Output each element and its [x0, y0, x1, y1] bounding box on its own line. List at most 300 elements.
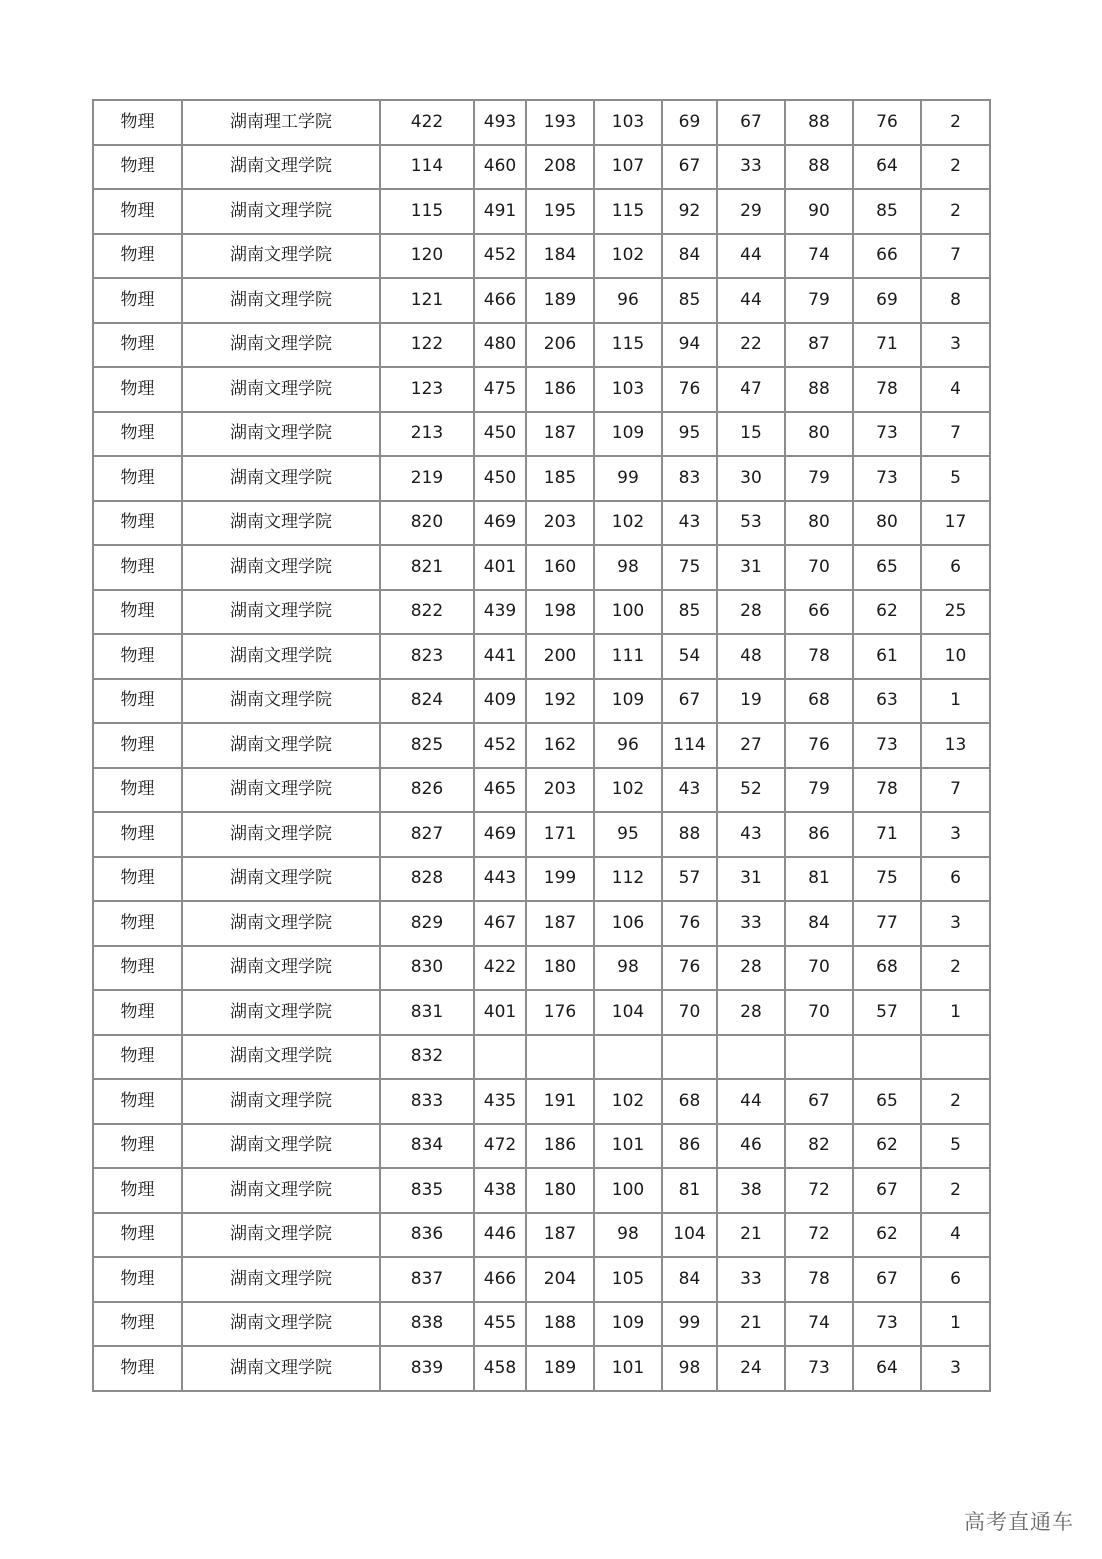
cell-c8: 30 [717, 456, 785, 501]
table-row [93, 679, 990, 724]
cell-school: 湖南文理学院 [182, 456, 380, 501]
cell-c6: 98 [594, 545, 662, 590]
cell-c10: 73 [853, 723, 921, 768]
table-row [93, 501, 990, 546]
cell-c8: 33 [717, 901, 785, 946]
cell-c6: 115 [594, 323, 662, 368]
cell-c4: 450 [474, 412, 526, 457]
cell-c9: 67 [785, 1079, 853, 1124]
cell-c5: 206 [526, 323, 594, 368]
cell-c9: 80 [785, 501, 853, 546]
cell-c9: 78 [785, 634, 853, 679]
cell-c10: 68 [853, 946, 921, 991]
cell-code: 834 [380, 1124, 474, 1169]
cell-c6: 112 [594, 857, 662, 902]
cell-c6: 96 [594, 723, 662, 768]
cell-c9 [785, 1035, 853, 1080]
cell-school: 湖南文理学院 [182, 590, 380, 635]
cell-c4: 452 [474, 723, 526, 768]
cell-c11: 3 [921, 901, 990, 946]
cell-c7: 83 [662, 456, 717, 501]
cell-school: 湖南文理学院 [182, 412, 380, 457]
cell-school: 湖南文理学院 [182, 545, 380, 590]
cell-c6: 102 [594, 768, 662, 813]
cell-c8: 28 [717, 946, 785, 991]
cell-c6: 103 [594, 100, 662, 145]
cell-c10: 63 [853, 679, 921, 724]
cell-c10: 62 [853, 1124, 921, 1169]
cell-c7: 94 [662, 323, 717, 368]
cell-c5: 204 [526, 1257, 594, 1302]
cell-c5: 188 [526, 1302, 594, 1347]
cell-c9: 79 [785, 768, 853, 813]
table-row [93, 1302, 990, 1347]
cell-subject: 物理 [93, 812, 182, 857]
cell-c5: 187 [526, 901, 594, 946]
cell-school: 湖南文理学院 [182, 1257, 380, 1302]
cell-c10: 76 [853, 100, 921, 145]
cell-c7: 85 [662, 590, 717, 635]
cell-c11: 6 [921, 857, 990, 902]
cell-c11: 3 [921, 323, 990, 368]
cell-c10: 85 [853, 189, 921, 234]
cell-c4: 401 [474, 545, 526, 590]
cell-code: 832 [380, 1035, 474, 1080]
cell-c9: 82 [785, 1124, 853, 1169]
cell-c5: 203 [526, 501, 594, 546]
cell-c9: 73 [785, 1346, 853, 1391]
cell-subject: 物理 [93, 1346, 182, 1391]
cell-school: 湖南文理学院 [182, 278, 380, 323]
cell-c4: 458 [474, 1346, 526, 1391]
cell-c5: 208 [526, 145, 594, 190]
cell-school: 湖南文理学院 [182, 946, 380, 991]
cell-c10: 66 [853, 234, 921, 279]
cell-c11: 2 [921, 189, 990, 234]
cell-c9: 88 [785, 145, 853, 190]
cell-c5: 186 [526, 367, 594, 412]
cell-c11: 4 [921, 1213, 990, 1258]
table-row [93, 1168, 990, 1213]
cell-c6: 101 [594, 1124, 662, 1169]
cell-c8 [717, 1035, 785, 1080]
cell-c4: 435 [474, 1079, 526, 1124]
cell-c4: 475 [474, 367, 526, 412]
cell-c4: 441 [474, 634, 526, 679]
cell-c10: 65 [853, 1079, 921, 1124]
cell-c6: 98 [594, 1213, 662, 1258]
cell-c11: 13 [921, 723, 990, 768]
cell-c8: 67 [717, 100, 785, 145]
cell-c6: 99 [594, 456, 662, 501]
cell-c6: 107 [594, 145, 662, 190]
table-row [93, 323, 990, 368]
cell-school: 湖南文理学院 [182, 901, 380, 946]
cell-c5: 189 [526, 278, 594, 323]
cell-subject: 物理 [93, 768, 182, 813]
cell-code: 831 [380, 990, 474, 1035]
cell-c10: 71 [853, 812, 921, 857]
cell-c5: 185 [526, 456, 594, 501]
cell-c8: 52 [717, 768, 785, 813]
cell-c4: 446 [474, 1213, 526, 1258]
cell-c9: 79 [785, 456, 853, 501]
cell-c10: 73 [853, 456, 921, 501]
cell-code: 827 [380, 812, 474, 857]
cell-school: 湖南文理学院 [182, 812, 380, 857]
cell-c9: 76 [785, 723, 853, 768]
cell-c6: 98 [594, 946, 662, 991]
cell-c5: 192 [526, 679, 594, 724]
cell-school: 湖南文理学院 [182, 145, 380, 190]
table-row [93, 145, 990, 190]
cell-c10: 77 [853, 901, 921, 946]
cell-subject: 物理 [93, 100, 182, 145]
cell-c8: 33 [717, 145, 785, 190]
cell-school: 湖南文理学院 [182, 990, 380, 1035]
cell-c6: 109 [594, 1302, 662, 1347]
cell-c8: 31 [717, 857, 785, 902]
table-row [93, 367, 990, 412]
cell-c11: 3 [921, 812, 990, 857]
cell-c6: 102 [594, 1079, 662, 1124]
cell-c8: 29 [717, 189, 785, 234]
cell-subject: 物理 [93, 278, 182, 323]
cell-c5: 162 [526, 723, 594, 768]
cell-code: 839 [380, 1346, 474, 1391]
cell-c8: 44 [717, 278, 785, 323]
cell-c4: 438 [474, 1168, 526, 1213]
cell-subject: 物理 [93, 1302, 182, 1347]
cell-c10: 67 [853, 1257, 921, 1302]
cell-c8: 53 [717, 501, 785, 546]
table-row [93, 545, 990, 590]
cell-c10: 57 [853, 990, 921, 1035]
table-row [93, 234, 990, 279]
table-row [93, 1079, 990, 1124]
cell-c4: 439 [474, 590, 526, 635]
table-row [93, 634, 990, 679]
cell-c4: 455 [474, 1302, 526, 1347]
cell-c7: 114 [662, 723, 717, 768]
cell-c8: 21 [717, 1302, 785, 1347]
cell-c11: 2 [921, 1168, 990, 1213]
cell-c10: 73 [853, 412, 921, 457]
cell-code: 825 [380, 723, 474, 768]
cell-c6: 102 [594, 501, 662, 546]
cell-c5: 180 [526, 1168, 594, 1213]
cell-c7: 76 [662, 901, 717, 946]
table-row [93, 100, 990, 145]
cell-c10: 78 [853, 768, 921, 813]
cell-code: 122 [380, 323, 474, 368]
cell-subject: 物理 [93, 857, 182, 902]
cell-c10: 62 [853, 590, 921, 635]
cell-c8: 22 [717, 323, 785, 368]
cell-c9: 72 [785, 1213, 853, 1258]
cell-c5: 195 [526, 189, 594, 234]
cell-c8: 47 [717, 367, 785, 412]
cell-c5: 203 [526, 768, 594, 813]
cell-c8: 15 [717, 412, 785, 457]
cell-school: 湖南文理学院 [182, 323, 380, 368]
cell-subject: 物理 [93, 1168, 182, 1213]
cell-subject: 物理 [93, 234, 182, 279]
cell-c9: 87 [785, 323, 853, 368]
cell-c5: 193 [526, 100, 594, 145]
cell-c7: 69 [662, 100, 717, 145]
cell-c11: 1 [921, 679, 990, 724]
cell-subject: 物理 [93, 901, 182, 946]
cell-c6: 102 [594, 234, 662, 279]
cell-code: 824 [380, 679, 474, 724]
cell-c10: 69 [853, 278, 921, 323]
cell-c9: 70 [785, 545, 853, 590]
cell-c4: 422 [474, 946, 526, 991]
cell-c8: 28 [717, 990, 785, 1035]
cell-c6: 96 [594, 278, 662, 323]
cell-code: 826 [380, 768, 474, 813]
cell-code: 836 [380, 1213, 474, 1258]
cell-c5: 198 [526, 590, 594, 635]
table-row [93, 857, 990, 902]
cell-c9: 86 [785, 812, 853, 857]
cell-school: 湖南文理学院 [182, 634, 380, 679]
cell-school: 湖南理工学院 [182, 100, 380, 145]
cell-c11: 2 [921, 145, 990, 190]
cell-code: 838 [380, 1302, 474, 1347]
cell-c11: 25 [921, 590, 990, 635]
cell-c8: 43 [717, 812, 785, 857]
cell-c8: 27 [717, 723, 785, 768]
cell-c4: 467 [474, 901, 526, 946]
table-row [93, 1257, 990, 1302]
cell-c7: 84 [662, 234, 717, 279]
cell-code: 114 [380, 145, 474, 190]
cell-c11: 6 [921, 545, 990, 590]
watermark-text: 高考直通车 [964, 1510, 1074, 1534]
cell-c4: 480 [474, 323, 526, 368]
cell-c7: 75 [662, 545, 717, 590]
cell-c10: 78 [853, 367, 921, 412]
cell-subject: 物理 [93, 946, 182, 991]
cell-subject: 物理 [93, 412, 182, 457]
cell-c9: 88 [785, 367, 853, 412]
cell-c6: 100 [594, 1168, 662, 1213]
cell-c6: 111 [594, 634, 662, 679]
cell-c4: 452 [474, 234, 526, 279]
cell-c4: 469 [474, 501, 526, 546]
cell-c4: 409 [474, 679, 526, 724]
cell-school: 湖南文理学院 [182, 1168, 380, 1213]
cell-c4 [474, 1035, 526, 1080]
cell-c8: 38 [717, 1168, 785, 1213]
table-row [93, 189, 990, 234]
cell-c11: 7 [921, 234, 990, 279]
cell-school: 湖南文理学院 [182, 367, 380, 412]
cell-c4: 465 [474, 768, 526, 813]
cell-c11: 5 [921, 1124, 990, 1169]
cell-c4: 443 [474, 857, 526, 902]
cell-code: 120 [380, 234, 474, 279]
cell-c10: 61 [853, 634, 921, 679]
cell-school: 湖南文理学院 [182, 1346, 380, 1391]
cell-code: 121 [380, 278, 474, 323]
cell-c5: 191 [526, 1079, 594, 1124]
cell-subject: 物理 [93, 634, 182, 679]
cell-c7: 43 [662, 768, 717, 813]
cell-c5: 187 [526, 1213, 594, 1258]
cell-c6: 100 [594, 590, 662, 635]
cell-c6: 95 [594, 812, 662, 857]
cell-c11: 5 [921, 456, 990, 501]
cell-code: 213 [380, 412, 474, 457]
cell-c11: 2 [921, 946, 990, 991]
table-row [93, 456, 990, 501]
table-row [93, 590, 990, 635]
cell-subject: 物理 [93, 367, 182, 412]
cell-c5: 189 [526, 1346, 594, 1391]
cell-c5: 180 [526, 946, 594, 991]
cell-c11: 7 [921, 768, 990, 813]
cell-c7: 70 [662, 990, 717, 1035]
cell-code: 821 [380, 545, 474, 590]
cell-c4: 401 [474, 990, 526, 1035]
cell-code: 833 [380, 1079, 474, 1124]
cell-c8: 44 [717, 234, 785, 279]
cell-c7: 68 [662, 1079, 717, 1124]
cell-c11: 17 [921, 501, 990, 546]
cell-school: 湖南文理学院 [182, 234, 380, 279]
cell-subject: 物理 [93, 545, 182, 590]
cell-c9: 79 [785, 278, 853, 323]
cell-c7: 57 [662, 857, 717, 902]
cell-code: 823 [380, 634, 474, 679]
cell-school: 湖南文理学院 [182, 1213, 380, 1258]
cell-c7: 76 [662, 946, 717, 991]
cell-c11 [921, 1035, 990, 1080]
cell-c9: 68 [785, 679, 853, 724]
cell-code: 830 [380, 946, 474, 991]
cell-school: 湖南文理学院 [182, 723, 380, 768]
cell-subject: 物理 [93, 189, 182, 234]
cell-subject: 物理 [93, 501, 182, 546]
cell-c4: 466 [474, 278, 526, 323]
table-row [93, 1213, 990, 1258]
cell-c7: 98 [662, 1346, 717, 1391]
table-row [93, 1124, 990, 1169]
cell-c10: 73 [853, 1302, 921, 1347]
cell-c11: 7 [921, 412, 990, 457]
cell-code: 115 [380, 189, 474, 234]
cell-c6: 106 [594, 901, 662, 946]
cell-school: 湖南文理学院 [182, 189, 380, 234]
scores-table [92, 99, 991, 1392]
cell-c9: 88 [785, 100, 853, 145]
cell-c9: 90 [785, 189, 853, 234]
cell-c5: 186 [526, 1124, 594, 1169]
cell-code: 422 [380, 100, 474, 145]
table-row [93, 946, 990, 991]
cell-school: 湖南文理学院 [182, 1302, 380, 1347]
table-row [93, 1035, 990, 1080]
table-row [93, 723, 990, 768]
cell-c7: 43 [662, 501, 717, 546]
cell-c9: 80 [785, 412, 853, 457]
cell-c9: 66 [785, 590, 853, 635]
cell-c10: 64 [853, 145, 921, 190]
cell-c9: 70 [785, 946, 853, 991]
cell-c8: 48 [717, 634, 785, 679]
cell-c10: 71 [853, 323, 921, 368]
cell-c9: 72 [785, 1168, 853, 1213]
cell-c5: 187 [526, 412, 594, 457]
cell-subject: 物理 [93, 323, 182, 368]
cell-c4: 491 [474, 189, 526, 234]
cell-c6: 109 [594, 679, 662, 724]
cell-c7: 95 [662, 412, 717, 457]
cell-c6: 103 [594, 367, 662, 412]
cell-school: 湖南文理学院 [182, 501, 380, 546]
cell-code: 828 [380, 857, 474, 902]
cell-c6: 109 [594, 412, 662, 457]
cell-c6 [594, 1035, 662, 1080]
cell-c10: 62 [853, 1213, 921, 1258]
cell-subject: 物理 [93, 1035, 182, 1080]
cell-c11: 3 [921, 1346, 990, 1391]
cell-code: 822 [380, 590, 474, 635]
table-row [93, 768, 990, 813]
cell-c7: 81 [662, 1168, 717, 1213]
cell-school: 湖南文理学院 [182, 1079, 380, 1124]
cell-code: 835 [380, 1168, 474, 1213]
table-row [93, 812, 990, 857]
cell-code: 123 [380, 367, 474, 412]
cell-school: 湖南文理学院 [182, 679, 380, 724]
cell-c11: 2 [921, 1079, 990, 1124]
cell-c8: 33 [717, 1257, 785, 1302]
table-body [93, 100, 990, 1391]
cell-c10: 80 [853, 501, 921, 546]
cell-c9: 74 [785, 1302, 853, 1347]
cell-c5: 184 [526, 234, 594, 279]
cell-code: 219 [380, 456, 474, 501]
cell-c9: 81 [785, 857, 853, 902]
cell-c8: 21 [717, 1213, 785, 1258]
cell-c10 [853, 1035, 921, 1080]
cell-subject: 物理 [93, 1257, 182, 1302]
cell-c6: 101 [594, 1346, 662, 1391]
cell-subject: 物理 [93, 723, 182, 768]
cell-c5: 199 [526, 857, 594, 902]
cell-c4: 493 [474, 100, 526, 145]
table-row [93, 278, 990, 323]
cell-c11: 2 [921, 100, 990, 145]
cell-c7: 99 [662, 1302, 717, 1347]
cell-c10: 67 [853, 1168, 921, 1213]
cell-c6: 105 [594, 1257, 662, 1302]
cell-c7: 84 [662, 1257, 717, 1302]
cell-c6: 104 [594, 990, 662, 1035]
cell-c4: 450 [474, 456, 526, 501]
cell-subject: 物理 [93, 679, 182, 724]
cell-c7 [662, 1035, 717, 1080]
cell-c10: 64 [853, 1346, 921, 1391]
cell-school: 湖南文理学院 [182, 857, 380, 902]
cell-c10: 65 [853, 545, 921, 590]
cell-c11: 8 [921, 278, 990, 323]
cell-subject: 物理 [93, 990, 182, 1035]
